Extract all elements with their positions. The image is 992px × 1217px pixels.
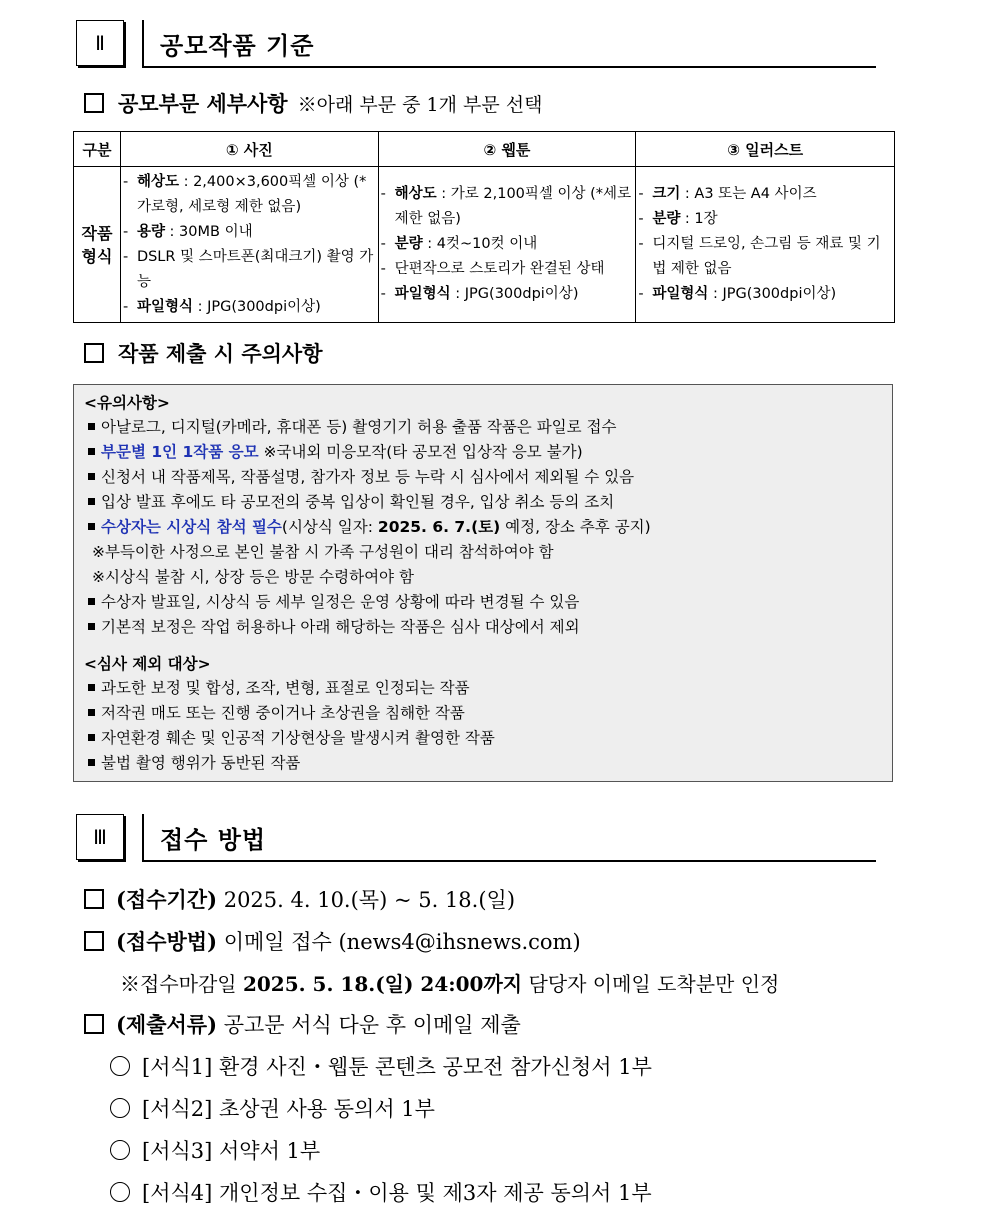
column-illust: ③ 일러스트 bbox=[636, 132, 895, 167]
circle-bullet-icon bbox=[110, 1182, 130, 1202]
notes-title: <유의사항> bbox=[84, 394, 170, 412]
reference-note: ※시상식 불참 시, 상장 등은 방문 수령하여야 함 bbox=[92, 568, 414, 586]
form-item: [서식1] 환경 사진・웹툰 콘텐츠 공모전 참가신청서 1부 bbox=[110, 1051, 652, 1081]
list-item: - 파일형식 : JPG(300dpi이상) bbox=[122, 298, 321, 315]
webtoon-spec-cell bbox=[378, 167, 636, 323]
list-item: 부문별 1인 1작품 응모 ※국내외 미응모작(타 공모전 입상작 응모 불가) bbox=[84, 440, 882, 465]
checkbox-square-icon bbox=[84, 1014, 104, 1034]
list-item: 불법 촬영 행위가 동반된 작품 bbox=[84, 751, 882, 776]
section-divider bbox=[142, 20, 144, 68]
checkbox-square-icon bbox=[84, 889, 104, 909]
bullet-square-icon bbox=[88, 448, 95, 455]
form-item: [서식4] 개인정보 수집・이용 및 제3자 제공 동의서 1부 bbox=[110, 1177, 652, 1207]
bullet-square-icon bbox=[88, 684, 95, 691]
section-title: 접수 방법 bbox=[160, 826, 267, 854]
list-item: - 단편작으로 스토리가 완결된 상태 bbox=[380, 261, 605, 277]
form-item: [서식3] 서약서 1부 bbox=[110, 1135, 320, 1165]
checkbox-square-icon bbox=[84, 343, 104, 363]
bullet-square-icon bbox=[88, 523, 95, 530]
category-spec-table bbox=[73, 131, 895, 323]
table-header-row bbox=[74, 132, 895, 167]
table-corner: 구분 bbox=[74, 132, 121, 167]
section-title: 공모작품 기준 bbox=[160, 32, 315, 60]
circle-bullet-icon bbox=[110, 1140, 130, 1160]
list-item: - 파일형식 : JPG(300dpi이상) bbox=[638, 286, 837, 302]
list-item: - 디지털 드로잉, 손그림 등 재료 및 기법 제한 없음 bbox=[638, 236, 881, 277]
list-item: - 용량 : 30MB 이내 bbox=[122, 223, 253, 240]
list-item: - 분량 : 4컷~10컷 이내 bbox=[380, 236, 538, 252]
illust-spec-cell bbox=[636, 167, 895, 323]
list-item: 수상자는 시상식 참석 필수(시상식 일자: 2025. 6. 7.(토) 예정, 장소 추후 공지) bbox=[84, 515, 882, 540]
column-photo: ① 사진 bbox=[120, 132, 378, 167]
form-item: [서식2] 초상권 사용 동의서 1부 bbox=[110, 1093, 435, 1123]
section-divider bbox=[142, 814, 144, 862]
section-3-header bbox=[76, 814, 876, 862]
list-item: - 해상도 : 가로 2,100픽셀 이상 (*세로 제한 없음) bbox=[380, 186, 632, 227]
list-item: 저작권 매도 또는 진행 중이거나 초상권을 침해한 작품 bbox=[84, 701, 882, 726]
bullet-square-icon bbox=[88, 623, 95, 630]
bullet-square-icon bbox=[88, 423, 95, 430]
section-number: Ⅱ bbox=[76, 20, 124, 66]
list-item: - 분량 : 1장 bbox=[638, 211, 718, 227]
list-item: - 크기 : A3 또는 A4 사이즈 bbox=[638, 186, 817, 202]
table-row bbox=[74, 167, 895, 323]
bullet-square-icon bbox=[88, 598, 95, 605]
list-item: - DSLR 및 스마트폰(최대크기) 촬영 가능 bbox=[122, 248, 374, 290]
bullet-square-icon bbox=[88, 473, 95, 480]
caution-heading: 작품 제출 시 주의사항 bbox=[84, 338, 323, 368]
exclusion-title: <심사 제외 대상> bbox=[84, 655, 211, 673]
column-webtoon: ② 웹툰 bbox=[378, 132, 636, 167]
bullet-square-icon bbox=[88, 709, 95, 716]
bullet-square-icon bbox=[88, 759, 95, 766]
categories-heading: 공모부문 세부사항 ※아래 부문 중 1개 부문 선택 bbox=[84, 88, 542, 118]
bullet-square-icon bbox=[88, 498, 95, 505]
section-underline bbox=[142, 860, 876, 862]
photo-spec-cell bbox=[120, 167, 378, 323]
list-item: 아날로그, 디지털(카메라, 휴대폰 등) 촬영기기 허용 출품 작품은 파일로 접수 bbox=[84, 415, 882, 440]
submission-documents: (제출서류) 공고문 서식 다운 후 이메일 제출 bbox=[84, 1009, 521, 1039]
list-item: - 파일형식 : JPG(300dpi이상) bbox=[380, 286, 579, 302]
section-underline bbox=[142, 66, 876, 68]
circle-bullet-icon bbox=[110, 1098, 130, 1118]
bullet-square-icon bbox=[88, 734, 95, 741]
notice-box bbox=[73, 384, 893, 782]
list-item: 입상 발표 후에도 타 공모전의 중복 입상이 확인될 경우, 입상 취소 등의 조치 bbox=[84, 490, 882, 515]
deadline-note: ※접수마감일 2025. 5. 18.(일) 24:00까지 담당자 이메일 도착분만 인정 bbox=[120, 972, 780, 996]
checkbox-square-icon bbox=[84, 93, 104, 113]
submission-method: (접수방법) 이메일 접수 (news4@ihsnews.com) bbox=[84, 926, 581, 956]
submission-period: (접수기간) 2025. 4. 10.(목) ~ 5. 18.(일) bbox=[84, 884, 515, 914]
list-item: 자연환경 훼손 및 인공적 기상현상을 발생시켜 촬영한 작품 bbox=[84, 726, 882, 751]
section-number: Ⅲ bbox=[76, 814, 124, 860]
checkbox-square-icon bbox=[84, 931, 104, 951]
row-head: 작품 형식 bbox=[74, 167, 121, 323]
reference-note: ※부득이한 사정으로 본인 불참 시 가족 구성원이 대리 참석하여야 함 bbox=[92, 543, 554, 561]
circle-bullet-icon bbox=[110, 1056, 130, 1076]
list-item: 기본적 보정은 작업 허용하나 아래 해당하는 작품은 심사 대상에서 제외 bbox=[84, 615, 882, 640]
section-2-header bbox=[76, 20, 876, 68]
categories-note: ※아래 부문 중 1개 부문 선택 bbox=[297, 94, 543, 116]
list-item: - 해상도 : 2,400×3,600픽셀 이상 (*가로형, 세로형 제한 없음) bbox=[122, 173, 367, 215]
list-item: 과도한 보정 및 합성, 조작, 변형, 표절로 인정되는 작품 bbox=[84, 676, 882, 701]
list-item: 수상자 발표일, 시상식 등 세부 일정은 운영 상황에 따라 변경될 수 있음 bbox=[84, 590, 882, 615]
list-item: 신청서 내 작품제목, 작품설명, 참가자 정보 등 누락 시 심사에서 제외될 수 있음 bbox=[84, 465, 882, 490]
